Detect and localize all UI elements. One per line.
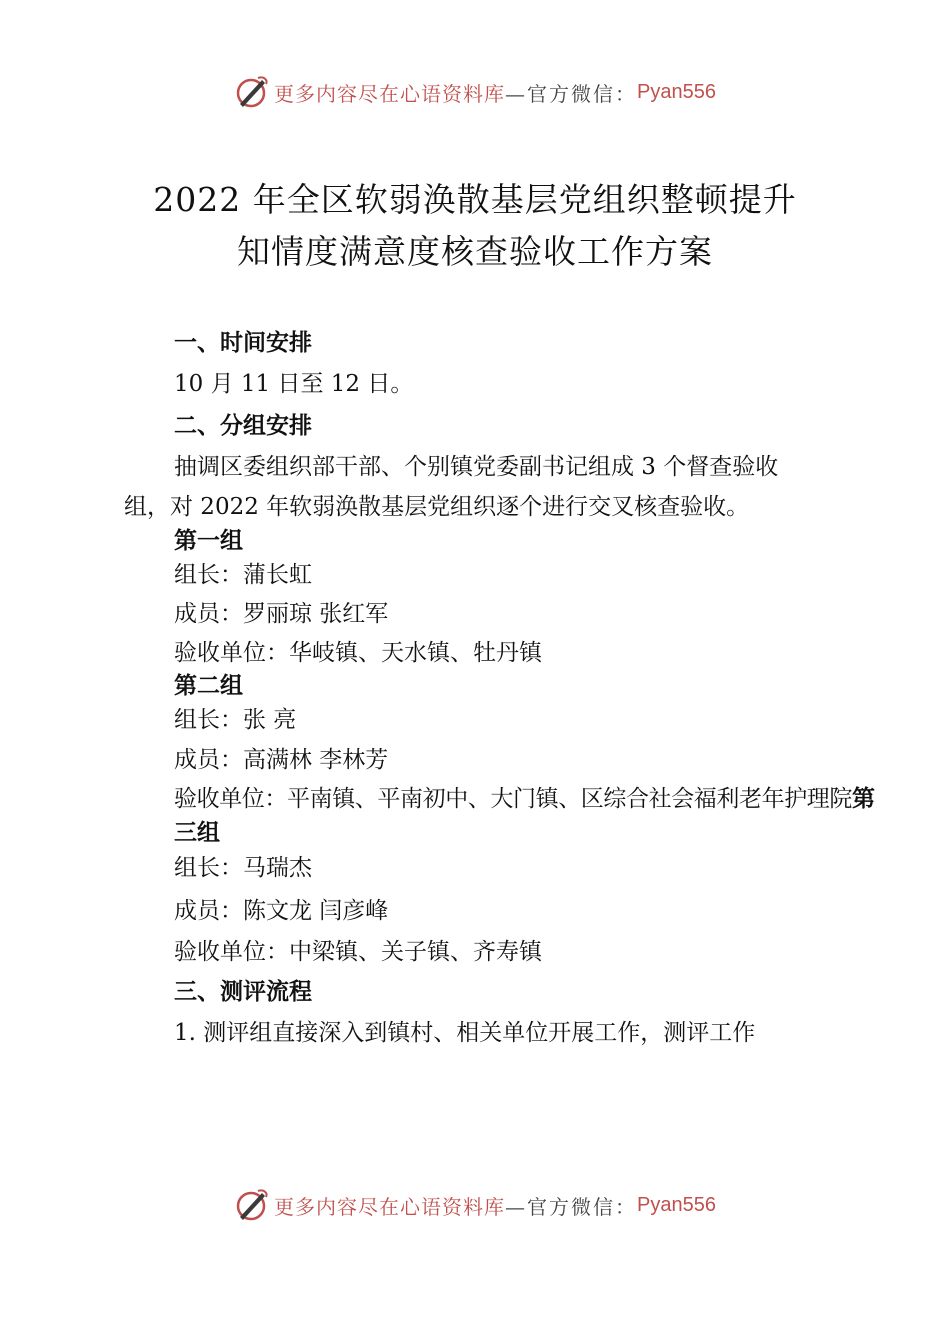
pen-logo-icon (234, 74, 270, 110)
group-2-units: 验收单位：平南镇、平南初中、大门镇、区综合社会福利老年护理院 (174, 786, 853, 812)
section-heading-schedule: 一、时间安排 (174, 330, 312, 356)
grouping-paragraph-line-1: 抽调区委组织部干部、个别镇党委副书记组成 3 个督查验收 (174, 454, 779, 480)
process-item-1: 1. 测评组直接深入到镇村、相关单位开展工作，测评工作 (174, 1020, 756, 1046)
watermark-brand: 更多内容尽在心语资料库 (274, 1194, 506, 1219)
group-1-leader: 组长：蒲长虹 (174, 562, 312, 588)
schedule-text: 10 月 11 日至 12 日。 (174, 371, 414, 397)
watermark-wechat-id: Pyan556 (637, 80, 716, 103)
group-2-units-line (174, 784, 875, 814)
group-3-leader: 组长：马瑞杰 (174, 855, 312, 881)
grouping-paragraph-line-2: 组，对 2022 年软弱涣散基层党组织逐个进行交叉核查验收。 (124, 494, 750, 520)
section-heading-grouping: 二、分组安排 (174, 413, 312, 439)
watermark-separator: —官方微信： (505, 1194, 638, 1219)
watermark-header (0, 72, 950, 112)
group-3-heading-part-1: 第 (852, 786, 875, 812)
group-2-heading: 第二组 (174, 673, 243, 699)
group-1-members: 成员：罗丽琼 张红军 (174, 601, 389, 627)
section-heading-process: 三、测评流程 (174, 979, 312, 1005)
document-title-line-2: 知情度满意度核查验收工作方案 (237, 232, 713, 271)
group-2-leader: 组长：张 亮 (174, 707, 297, 733)
watermark-wechat-id: Pyan556 (637, 1193, 716, 1216)
group-1-units: 验收单位：华岐镇、天水镇、牡丹镇 (174, 640, 542, 666)
group-3-heading-part-2: 三组 (174, 820, 220, 846)
watermark-separator: —官方微信： (505, 81, 638, 106)
document-title-line-1: 2022 年全区软弱涣散基层党组织整顿提升 (153, 180, 797, 219)
group-1-heading: 第一组 (174, 528, 243, 554)
group-3-members: 成员：陈文龙 闫彦峰 (174, 898, 389, 924)
pen-logo-icon (234, 1187, 270, 1223)
group-2-members: 成员：高满林 李林芳 (174, 747, 389, 773)
watermark-footer (0, 1185, 950, 1225)
group-3-units: 验收单位：中梁镇、关子镇、齐寿镇 (174, 939, 542, 965)
watermark-brand: 更多内容尽在心语资料库 (274, 81, 506, 106)
